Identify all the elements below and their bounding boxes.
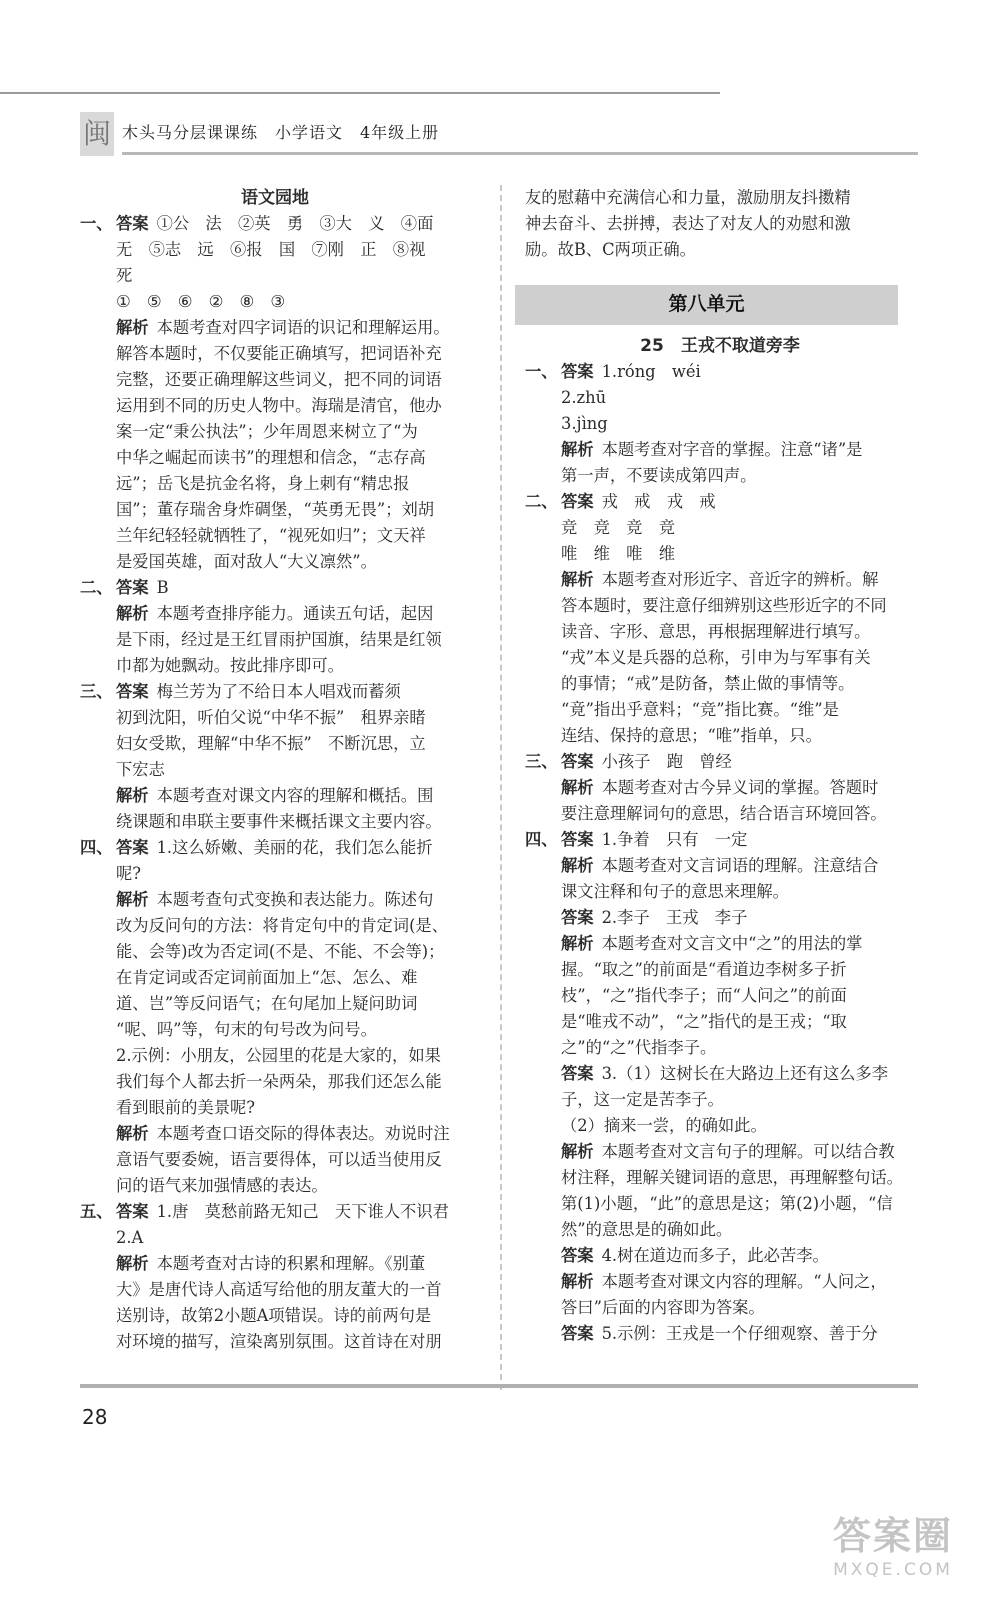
text-line [525, 489, 915, 515]
line-text: 解答本题时，不仅要能正确填写，把词语补充 [116, 344, 442, 363]
answer-label: 答案 [561, 830, 594, 849]
text-line [80, 1069, 470, 1095]
text-line [80, 315, 470, 341]
line-text: 远”；岳飞是抗金名将，身上刺有“精忠报 [116, 474, 410, 493]
text-line [525, 541, 915, 567]
text-line [525, 359, 915, 385]
text-line [80, 1043, 470, 1069]
line-text: 对环境的描写，渲染离别氛围。这首诗在对朋 [116, 1332, 442, 1351]
line-text: 1.争着 只有 一定 [601, 830, 748, 849]
question-number: 三、 [525, 752, 558, 771]
question-number: 三、 [80, 682, 113, 701]
text-line [525, 697, 915, 723]
line-text: 读音、字形、意思，再根据理解进行填写。 [561, 622, 871, 641]
line-text: 戎 戒 戎 戒 [601, 492, 716, 511]
question-number: 一、 [80, 214, 113, 233]
text-line [525, 671, 915, 697]
answer-label: 答案 [561, 362, 594, 381]
lesson-title: 25 王戎不取道旁李 [640, 336, 800, 356]
line-text: 友的慰藉中充满信心和力量，激励朋友抖擞精 [525, 188, 851, 207]
line-text: 子，这一定是苦李子。 [561, 1090, 724, 1109]
line-text: 1.这么娇嫩、美丽的花，我们怎么能折 [156, 838, 433, 857]
line-text: 死 [116, 266, 133, 285]
text-line [525, 1217, 915, 1243]
text-line [525, 567, 915, 593]
line-text: 运用到不同的历史人物中。海瑞是清官，他办 [116, 396, 442, 415]
text-line [80, 1225, 470, 1251]
text-line [525, 515, 915, 541]
text-line [525, 827, 915, 853]
text-line [80, 1251, 470, 1277]
text-line [525, 211, 915, 237]
line-text: 本题考查句式变换和表达能力。陈述句 [156, 890, 434, 909]
left-column [80, 185, 470, 1355]
line-text: 神去奋斗、去拼搏，表达了对友人的劝慰和激 [525, 214, 851, 233]
line-text: 是“唯戎不动”，“之”指代的是王戎；“取 [561, 1012, 847, 1031]
text-line [525, 619, 915, 645]
book-title: 木头马分层课课练 小学语文 4年级上册 [122, 123, 440, 142]
text-line [525, 983, 915, 1009]
watermark-logo-text: 答案圈 [832, 1514, 953, 1558]
text-line [525, 1321, 915, 1347]
line-text: 课文注释和句子的意思来理解。 [561, 882, 789, 901]
line-text: 看到眼前的美景呢? [116, 1098, 255, 1117]
line-text: 大》是唐代诗人高适写给他的朋友董大的一首 [116, 1280, 442, 1299]
line-text: 本题考查对文言文中“之”的用法的掌 [601, 934, 863, 953]
line-text: 我们每个人都去折一朵两朵，那我们还怎么能 [116, 1072, 442, 1091]
text-line [525, 463, 915, 489]
text-line [525, 1061, 915, 1087]
watermark-url: MXQE.COM [833, 1560, 953, 1580]
text-line [80, 471, 470, 497]
line-text: 小孩子 跑 曾经 [601, 752, 732, 771]
text-line [525, 237, 915, 263]
text-line [525, 1165, 915, 1191]
answer-label: 答案 [561, 1324, 594, 1343]
line-text: ① ⑤ ⑥ ② ⑧ ③ [116, 292, 285, 311]
line-text: 2.A [116, 1228, 144, 1247]
text-line [80, 757, 470, 783]
analysis-label: 解析 [561, 440, 594, 459]
line-text: 第一声，不要读成第四声。 [561, 466, 757, 485]
line-text: 1.róng wéi [601, 362, 701, 381]
text-line [525, 853, 915, 879]
text-line [525, 1191, 915, 1217]
line-text: 3.jìng [561, 414, 608, 433]
text-line [80, 419, 470, 445]
text-line [525, 957, 915, 983]
line-text: 巾都为她飘动。按此排序即可。 [116, 656, 344, 675]
text-line [80, 861, 470, 887]
text-line [525, 185, 915, 211]
line-text: 妇女受欺，理解“中华不振” 不断沉思，立 [116, 734, 426, 753]
line-text: 中华之崛起而读书”的理想和信念，“志存高 [116, 448, 426, 467]
question-number: 四、 [525, 830, 558, 849]
analysis-label: 解析 [561, 934, 594, 953]
footer-rule [80, 1384, 918, 1388]
line-text: 2.zhū [561, 388, 607, 407]
line-text: 本题考查对课文内容的理解和概括。围 [156, 786, 434, 805]
text-line [80, 887, 470, 913]
text-line [525, 905, 915, 931]
publisher-logo: 闽 [80, 112, 114, 156]
text-line [80, 211, 470, 237]
line-text: 呢? [116, 864, 142, 883]
analysis-label: 解析 [116, 604, 149, 623]
text-line [80, 835, 470, 861]
line-text: 意语气要委婉，语言要得体，可以适当使用反 [116, 1150, 442, 1169]
right-column [525, 185, 915, 1347]
line-text: “竟”指出乎意料；“竞”指比赛。“维”是 [561, 700, 839, 719]
answer-label: 答案 [561, 1064, 594, 1083]
page-number: 28 [82, 1405, 108, 1429]
line-text: 枝”，“之”指代李子；而“人问之”的前面 [561, 986, 847, 1005]
text-line [80, 1173, 470, 1199]
text-line [80, 445, 470, 471]
text-line [525, 1269, 915, 1295]
text-line [80, 601, 470, 627]
line-text: 道、岂”等反问语气；在句尾加上疑问助词 [116, 994, 418, 1013]
text-line [525, 1009, 915, 1035]
line-text: 本题考查对课文内容的理解。“人问之， [601, 1272, 887, 1291]
text-line [525, 593, 915, 619]
text-line [80, 653, 470, 679]
text-line [80, 705, 470, 731]
text-line [525, 437, 915, 463]
line-text: 无 ⑤志 远 ⑥报 国 ⑦刚 正 ⑧视 [116, 240, 426, 259]
answer-label: 答案 [116, 838, 149, 857]
answer-label: 答案 [116, 682, 149, 701]
line-text: 送别诗，故第2小题A项错误。诗的前两句是 [116, 1306, 432, 1325]
line-text: 本题考查对文言词语的理解。注意结合 [601, 856, 879, 875]
analysis-label: 解析 [116, 318, 149, 337]
text-line [80, 991, 470, 1017]
line-text: 3.（1）这树长在大路边上还有这么多李 [601, 1064, 888, 1083]
line-text: 本题考查对文言句子的理解。可以结合教 [601, 1142, 895, 1161]
line-text: 改为反问句的方法：将肯定句中的肯定词(是、 [116, 916, 448, 935]
line-text: 握。“取之”的前面是“看道边李树多子折 [561, 960, 847, 979]
text-line [525, 1139, 915, 1165]
question-number: 二、 [525, 492, 558, 511]
text-line [80, 783, 470, 809]
analysis-label: 解析 [116, 786, 149, 805]
section-title: 语文园地 [241, 188, 309, 208]
text-line [525, 1087, 915, 1113]
left-answer-lines [80, 211, 470, 1355]
text-line [525, 879, 915, 905]
answer-label: 答案 [116, 578, 149, 597]
line-text: 唯 维 唯 维 [561, 544, 675, 563]
line-text: 在肯定词或否定词前面加上“怎、怎么、难 [116, 968, 418, 987]
analysis-label: 解析 [561, 856, 594, 875]
text-line [80, 523, 470, 549]
line-text: 竞 竞 竞 竞 [561, 518, 675, 537]
line-text: 初到沈阳，听伯父说“中华不振” 租界亲睹 [116, 708, 426, 727]
text-line [525, 645, 915, 671]
line-text: 完整，还要正确理解这些词义，把不同的词语 [116, 370, 442, 389]
line-text: 兰年纪轻轻就牺牲了，“视死如归”；文天祥 [116, 526, 426, 545]
line-text: 本题考查对古今异义词的掌握。答题时 [601, 778, 879, 797]
text-line [80, 627, 470, 653]
text-line [525, 1243, 915, 1269]
page-header [80, 112, 918, 160]
text-line [80, 1199, 470, 1225]
line-text: 答本题时，要注意仔细辨别这些形近字的不同 [561, 596, 887, 615]
site-watermark [808, 1505, 978, 1580]
text-line [80, 731, 470, 757]
text-line [80, 809, 470, 835]
text-line [80, 965, 470, 991]
text-line [525, 1035, 915, 1061]
line-text: 本题考查对字音的掌握。注意“诸”是 [601, 440, 863, 459]
text-line [80, 1147, 470, 1173]
text-line [80, 1277, 470, 1303]
right-answer-lines [525, 359, 915, 1347]
line-text: 2.李子 王戎 李子 [601, 908, 748, 927]
line-text: 本题考查对形近字、音近字的辨析。解 [601, 570, 879, 589]
text-line [80, 367, 470, 393]
analysis-label: 解析 [116, 1254, 149, 1273]
line-text: 本题考查对古诗的积累和理解。《别董 [156, 1254, 426, 1273]
unit-title: 第八单元 [668, 293, 745, 315]
text-line [525, 411, 915, 437]
answer-label: 答案 [561, 908, 594, 927]
analysis-label: 解析 [116, 1124, 149, 1143]
line-text: 是下雨，经过是王红冒雨护国旗，结果是红领 [116, 630, 442, 649]
line-text: 5.示例：王戎是一个仔细观察、善于分 [601, 1324, 878, 1343]
text-line [80, 289, 470, 315]
text-line [80, 1121, 470, 1147]
text-line [80, 679, 470, 705]
text-line [525, 1113, 915, 1139]
line-text: 梅兰芳为了不给日本人唱戏而蓄须 [156, 682, 401, 701]
text-line [80, 237, 470, 263]
answer-label: 答案 [561, 492, 594, 511]
text-line [80, 1303, 470, 1329]
question-number: 五、 [80, 1202, 113, 1221]
text-line [80, 497, 470, 523]
answer-label: 答案 [561, 1246, 594, 1265]
text-line [80, 549, 470, 575]
line-text: B [156, 578, 169, 597]
line-text: 下宏志 [116, 760, 165, 779]
answer-label: 答案 [561, 752, 594, 771]
line-text: 1.唐 莫愁前路无知己 天下谁人不识君 [156, 1202, 449, 1221]
top-rule [0, 92, 720, 94]
analysis-label: 解析 [561, 1142, 594, 1161]
line-text: 材注释，理解关键词语的意思，再理解整句话。 [561, 1168, 903, 1187]
line-text: 连结、保持的意思；“唯”指单，只。 [561, 726, 822, 745]
line-text: 4.树在道边而多子，此必苦李。 [601, 1246, 829, 1265]
text-line [80, 263, 470, 289]
analysis-label: 解析 [116, 890, 149, 909]
text-line [80, 341, 470, 367]
line-text: 问的语气来加强情感的表达。 [116, 1176, 328, 1195]
text-line [80, 393, 470, 419]
line-text: 的事情；“戒”是防备，禁止做的事情等。 [561, 674, 855, 693]
line-text: 励。故B、C两项正确。 [525, 240, 696, 259]
line-text: 之”的“之”代指李子。 [561, 1038, 717, 1057]
text-line [80, 1329, 470, 1355]
line-text: （2）摘来一尝，的确如此。 [561, 1116, 767, 1135]
line-text: 本题考查排序能力。通读五句话，起因 [156, 604, 434, 623]
line-text: 本题考查口语交际的得体表达。劝说时注 [156, 1124, 450, 1143]
column-divider [500, 185, 502, 1390]
text-line [80, 939, 470, 965]
question-number: 二、 [80, 578, 113, 597]
text-line [525, 385, 915, 411]
line-text: 案一定“秉公执法”；少年周恩来树立了“为 [116, 422, 418, 441]
line-text: “呢、吗”等，句末的句号改为问号。 [116, 1020, 377, 1039]
answer-label: 答案 [116, 1202, 149, 1221]
analysis-label: 解析 [561, 570, 594, 589]
line-text: 第(1)小题，“此”的意思是这；第(2)小题，“信 [561, 1194, 893, 1213]
line-text: 2.示例：小朋友，公园里的花是大家的，如果 [116, 1046, 441, 1065]
text-line [525, 1295, 915, 1321]
analysis-label: 解析 [561, 778, 594, 797]
text-line [80, 575, 470, 601]
text-line [525, 801, 915, 827]
question-number: 一、 [525, 362, 558, 381]
text-line [525, 723, 915, 749]
text-line [525, 749, 915, 775]
line-text: 要注意理解词句的意思，结合语言环境回答。 [561, 804, 887, 823]
line-text: 绕课题和串联主要事件来概括课文主要内容。 [116, 812, 442, 831]
line-text: 本题考查对四字词语的识记和理解运用。 [156, 318, 450, 337]
analysis-label: 解析 [561, 1272, 594, 1291]
line-text: 答曰”后面的内容即为答案。 [561, 1298, 765, 1317]
line-text: 是爱国英雄，面对敌人“大义凛然”。 [116, 552, 377, 571]
line-text: ①公 法 ②英 勇 ③大 义 ④面 [156, 214, 434, 233]
text-line [80, 1095, 470, 1121]
question-number: 四、 [80, 838, 113, 857]
line-text: 国”；董存瑞舍身炸碉堡，“英勇无畏”；刘胡 [116, 500, 435, 519]
line-text: “戎”本义是兵器的总称，引申为与军事有关 [561, 648, 871, 667]
text-line [80, 913, 470, 939]
answer-label: 答案 [116, 214, 149, 233]
line-text: 然”的意思是的确如此。 [561, 1220, 733, 1239]
text-line [525, 775, 915, 801]
right-continued-lines [525, 185, 915, 263]
line-text: 能、会等)改为否定词(不是、不能、不会等)； [116, 942, 445, 961]
text-line [80, 1017, 470, 1043]
header-rule [122, 152, 918, 155]
unit-banner [515, 285, 898, 325]
text-line [525, 931, 915, 957]
